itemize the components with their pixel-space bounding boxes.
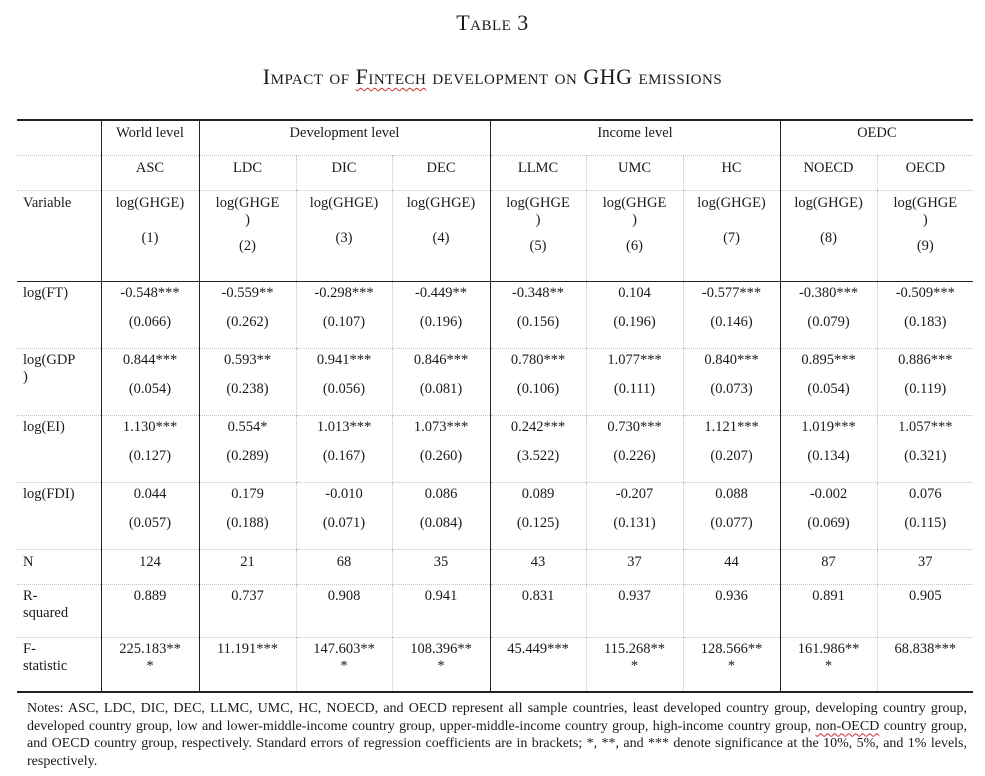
coefficient-cell [199,416,296,483]
group-header [101,120,199,156]
table-label: Table 3 [456,10,529,35]
dep-var-cell [877,191,973,282]
coefficient-cell [877,349,973,416]
coefficient-cell [101,483,199,550]
column-header [877,156,973,191]
r-squared-cell [199,585,296,638]
f-statistic-line: * [146,658,154,674]
r-squared-cell [296,585,392,638]
column-header [199,156,296,191]
standard-error: (0.260) [419,448,463,464]
r-squared-cell [586,585,683,638]
row-label: N [23,554,34,570]
group-header-row [17,120,973,156]
standard-error: (0.057) [128,515,172,531]
row-label [17,282,101,349]
dep-var-line: log(GHGE [215,195,280,211]
column-header [683,156,780,191]
column-number: (3) [335,230,353,246]
dep-var-line: log(GHGE [602,195,667,211]
r-squared-row [17,585,973,638]
coefficient: -0.298*** [314,285,374,301]
dep-var-cell [392,191,490,282]
group-label: OEDC [857,125,897,141]
coefficient: 0.780*** [510,352,566,368]
column-name: LDC [233,160,262,176]
coefficient-cell [780,416,877,483]
standard-error: (0.146) [710,314,753,330]
coefficient: 0.730*** [607,419,662,435]
column-name: UMC [617,160,652,176]
f-statistic-cell [780,638,877,693]
row-label-line: log(EI) [23,419,65,435]
f-statistic-line: 45.449*** [507,641,569,657]
column-name: NOECD [803,160,854,176]
standard-error: (0.134) [807,448,850,464]
coefficient-cell [490,349,586,416]
coefficient: 0.844*** [122,352,178,368]
f-statistic-line: 161.986** [797,641,860,657]
standard-error: (0.289) [226,448,269,464]
f-statistic-line: * [824,658,833,674]
f-statistic-line: 147.603** [313,641,375,657]
coefficient-cell [780,349,877,416]
f-statistic-cell [683,638,780,693]
dep-var-line: log(GHGE) [115,195,185,211]
coefficient-row [17,349,973,416]
coefficient-cell [101,416,199,483]
f-statistic-cell [101,638,199,693]
title-part-2-flagged-word: Fintech [355,64,427,89]
n-cell [877,550,973,585]
coefficient: 0.593** [223,352,272,368]
f-statistic-line: 108.396** [410,641,472,657]
n-row [17,550,973,585]
dep-var-line: log(GHGE [506,195,570,211]
row-label-line: log(FT) [23,285,69,301]
column-number: (6) [626,238,643,254]
coefficient: 0.088 [715,486,748,502]
dep-var-line: log(GHGE) [794,195,863,211]
coefficient: -0.559** [221,285,274,301]
coefficient: 1.019*** [801,419,856,435]
f-statistic-line: * [630,658,639,674]
table-title [0,64,985,90]
dep-var-line: log(GHGE) [406,195,476,211]
coefficient: -0.207 [615,486,654,502]
coefficient-cell [101,282,199,349]
coefficient-cell [490,282,586,349]
standard-error: (3.522) [516,448,560,464]
coefficient: -0.002 [809,486,848,502]
coefficient-cell [683,483,780,550]
n-cell [490,550,586,585]
coefficient: 1.013*** [316,419,372,435]
coefficient: -0.577*** [701,285,762,301]
dep-var-line: log(GHGE) [697,195,766,211]
coefficient: 0.179 [231,486,264,502]
coefficient-row [17,416,973,483]
f-statistic-line: * [340,658,348,674]
variable-header [17,191,101,282]
coefficient-cell [392,349,490,416]
standard-error: (0.262) [226,314,269,330]
column-name: HC [721,160,742,176]
coefficient-cell [490,483,586,550]
f-statistic-line: * [437,658,445,674]
r-squared-value: 0.831 [521,588,555,604]
title-part-1: Impact of [262,64,356,89]
standard-error: (0.119) [904,381,947,397]
n-value: 37 [918,554,933,570]
group-header [490,120,780,156]
coefficient-cell [877,483,973,550]
standard-error: (0.167) [322,448,366,464]
dep-var-row [17,191,973,282]
coefficient: -0.348** [512,285,564,301]
coefficient-cell [780,483,877,550]
dep-var-cell [490,191,586,282]
coefficient: 0.089 [521,486,555,502]
n-value: 124 [139,554,161,570]
n-value: 44 [724,554,739,570]
n-value: 43 [530,554,546,570]
column-name: ASC [135,160,165,176]
coefficient-cell [877,416,973,483]
coefficient: 0.886*** [898,352,953,368]
n-cell [683,550,780,585]
row-label-line: log(GDP [23,352,76,368]
r-squared-cell [877,585,973,638]
coefficient-cell [586,282,683,349]
column-number: (1) [141,230,159,246]
n-value: 87 [821,554,836,570]
coefficient-cell [683,416,780,483]
coefficient-cell [296,282,392,349]
coefficient-cell [199,483,296,550]
dep-var-line: ) [632,212,637,228]
dep-var-cell [199,191,296,282]
coefficient-cell [199,282,296,349]
coefficient: 1.073*** [413,419,469,435]
standard-error: (0.071) [322,515,366,531]
r-squared-value: 0.908 [327,588,361,604]
coefficient: -0.548*** [120,285,180,301]
table-notes [27,700,967,770]
coefficient-cell [392,483,490,550]
standard-error: (0.066) [128,314,172,330]
column-number: (8) [820,230,837,246]
group-header [199,120,490,156]
f-statistic-cell [296,638,392,693]
corner-cell [17,120,101,156]
dep-var-cell [586,191,683,282]
n-cell [392,550,490,585]
row-label [17,483,101,550]
dep-var-cell [296,191,392,282]
standard-error: (0.079) [807,314,850,330]
standard-error: (0.084) [419,515,463,531]
dep-var-line: ) [922,212,928,228]
standard-error: (0.196) [613,314,656,330]
column-number: (9) [916,238,934,254]
r-squared-cell [101,585,199,638]
f-statistic-line: 68.838*** [894,641,957,657]
standard-error: (0.196) [419,314,463,330]
coefficient: 0.941*** [316,352,372,368]
coefficient-cell [296,483,392,550]
f-statistic-row [17,638,973,693]
standard-error: (0.226) [613,448,656,464]
f-statistic-line: * [727,658,736,674]
dep-var-line: log(GHGE [893,195,958,211]
standard-error: (0.056) [322,381,366,397]
group-label: World level [116,125,184,141]
n-cell [199,550,296,585]
r-squared-cell [683,585,780,638]
n-cell [586,550,683,585]
notes-text-2: country group, and OECD country group, respectively. Standard errors of regression coefficients are in brackets; *, **, and *** denote significance at the 10%, 5%, and 1% levels, respectively. [27,718,967,769]
r-squared-value: 0.737 [231,588,264,604]
dep-var-line: ) [535,212,541,228]
column-number: (5) [529,238,547,254]
variable-label: Variable [23,195,72,211]
standard-error: (0.077) [710,515,753,531]
r-squared-value: 0.941 [424,588,458,604]
coefficient: 0.104 [618,285,651,301]
f-statistic-line: 115.268** [603,641,666,657]
f-statistic-cell [392,638,490,693]
dep-var-cell [683,191,780,282]
n-cell [780,550,877,585]
coefficient-cell [586,349,683,416]
coefficient-cell [586,416,683,483]
standard-error: (0.127) [128,448,172,464]
standard-error: (0.156) [516,314,560,330]
column-number: (7) [723,230,740,246]
f-statistic-line: 11.191*** [216,641,279,657]
standard-error: (0.238) [226,381,269,397]
standard-error: (0.106) [516,381,560,397]
coefficient-cell [683,349,780,416]
standard-error: (0.207) [710,448,753,464]
standard-error: (0.321) [904,448,947,464]
n-value: 21 [240,554,255,570]
n-cell [101,550,199,585]
standard-error: (0.054) [128,381,172,397]
title-part-3: development on GHG emissions [426,64,723,89]
coefficient: -0.509*** [895,285,955,301]
coefficient: 0.044 [133,486,167,502]
coefficient: 1.130*** [122,419,178,435]
coefficient-cell [296,349,392,416]
row-label [17,416,101,483]
f-statistic-line: 128.566** [700,641,763,657]
standard-error: (0.073) [710,381,753,397]
group-label: Income level [597,125,673,141]
standard-error: (0.125) [516,515,560,531]
standard-error: (0.188) [226,515,269,531]
column-header [490,156,586,191]
r-squared-value: 0.889 [133,588,167,604]
column-header [101,156,199,191]
row-label-line: statistic [23,658,68,674]
r-squared-cell [392,585,490,638]
f-statistic-cell [877,638,973,693]
r-squared-cell [780,585,877,638]
standard-error: (0.183) [904,314,947,330]
coefficient-cell [490,416,586,483]
coefficient: 1.077*** [607,352,662,368]
column-name: DEC [426,160,456,176]
dep-var-cell [780,191,877,282]
column-header-row [17,156,973,191]
coefficient: 0.554* [227,419,268,435]
coefficient: -0.010 [325,486,363,502]
n-value: 37 [627,554,642,570]
column-number: (2) [239,238,256,254]
group-label: Development level [289,125,400,141]
row-label [17,349,101,416]
column-name: LLMC [517,160,559,176]
column-header [296,156,392,191]
standard-error: (0.081) [419,381,463,397]
row-label-line: R- [23,588,38,604]
f-statistic-line: 225.183** [119,641,181,657]
dep-var-line: log(GHGE) [309,195,379,211]
f-statistic-cell [586,638,683,693]
column-name: DIC [331,160,357,176]
coefficient: 1.057*** [898,419,953,435]
standard-error: (0.131) [613,515,656,531]
coefficient: 0.840*** [704,352,759,368]
n-value: 35 [433,554,449,570]
coefficient: 0.895*** [801,352,856,368]
coefficient: -0.449** [415,285,467,301]
r-squared-value: 0.937 [618,588,651,604]
coefficient: 0.846*** [413,352,469,368]
coefficient-cell [877,282,973,349]
coefficient: 0.242*** [510,419,566,435]
notes-flagged-word: non-OECD [815,718,880,734]
r-squared-cell [490,585,586,638]
row-label-line: F- [23,641,36,657]
standard-error: (0.069) [807,515,850,531]
row-label-line: log(FDI) [23,486,75,502]
coefficient-cell [780,282,877,349]
n-value: 68 [336,554,352,570]
coefficient-cell [683,282,780,349]
coefficient-cell [392,416,490,483]
results-table [17,119,973,693]
row-label-line: ) [23,369,28,385]
coefficient-cell [296,416,392,483]
f-statistic-cell [490,638,586,693]
r-squared-value: 0.891 [812,588,845,604]
coefficient-row [17,282,973,349]
column-name: OECD [905,160,946,176]
standard-error: (0.111) [613,381,656,397]
coefficient: 1.121*** [704,419,759,435]
r-squared-value: 0.936 [715,588,748,604]
notes-text-1: Notes: ASC, LDC, DIC, DEC, LLMC, UMC, HC, NOECD, and OECD represent all sample countries, least developed country group, developing country group, developed country group, low and lower-middle-income country group, upper-middle-income country group, high-income country group, [27,701,967,734]
n-cell [296,550,392,585]
standard-error: (0.107) [322,314,366,330]
dep-var-line: ) [245,212,250,228]
column-number: (4) [432,230,450,246]
column-header [392,156,490,191]
column-header [586,156,683,191]
coefficient-cell [199,349,296,416]
coefficient: -0.380*** [798,285,859,301]
column-header [780,156,877,191]
group-header [780,120,973,156]
row-label-line: squared [23,605,69,621]
coefficient: 0.076 [908,486,942,502]
coefficient-cell [586,483,683,550]
coefficient-cell [392,282,490,349]
coefficient-row [17,483,973,550]
r-squared-value: 0.905 [908,588,942,604]
standard-error: (0.115) [904,515,947,531]
dep-var-cell [101,191,199,282]
standard-error: (0.054) [807,381,850,397]
f-statistic-cell [199,638,296,693]
coefficient-cell [101,349,199,416]
coefficient: 0.086 [424,486,458,502]
